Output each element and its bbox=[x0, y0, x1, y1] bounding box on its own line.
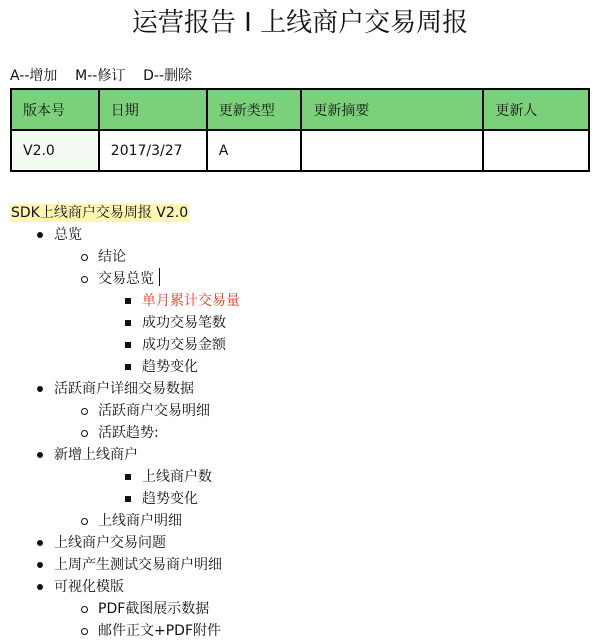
bullet-disc-icon bbox=[37, 452, 43, 458]
bullet-circle-icon bbox=[81, 276, 88, 283]
header-version: 版本号 bbox=[11, 89, 99, 130]
header-updater: 更新人 bbox=[483, 89, 589, 130]
header-update-summary: 更新摘要 bbox=[301, 89, 483, 130]
list-item: 活跃趋势: bbox=[98, 425, 159, 441]
bullet-square-icon bbox=[125, 320, 131, 326]
bullet-circle-icon bbox=[81, 628, 88, 635]
list-item: 邮件正文+PDF附件 bbox=[98, 623, 222, 639]
cell-date[interactable]: 2017/3/27 bbox=[99, 130, 207, 171]
cell-update-type[interactable]: A bbox=[207, 130, 302, 171]
outline-heading: SDK上线商户交易周报 V2.0 bbox=[11, 205, 189, 221]
list-item: 上周产生测试交易商户明细 bbox=[54, 557, 222, 573]
bullet-disc-icon bbox=[37, 562, 43, 568]
list-item: 可视化模版 bbox=[54, 579, 124, 595]
bullet-disc-icon bbox=[37, 540, 43, 546]
bullet-square-icon bbox=[125, 496, 131, 502]
bullet-square-icon bbox=[125, 298, 131, 304]
list-item: 总览 bbox=[54, 227, 82, 243]
bullet-square-icon bbox=[125, 364, 131, 370]
list-item: 单月累计交易量 bbox=[142, 293, 240, 309]
list-item: PDF截图展示数据 bbox=[98, 601, 210, 617]
list-item: 成功交易笔数 bbox=[142, 315, 226, 331]
list-item: 新增上线商户 bbox=[54, 447, 138, 463]
list-item: 活跃商户交易明细 bbox=[98, 403, 210, 419]
header-date: 日期 bbox=[99, 89, 207, 130]
list-item: 交易总览 bbox=[98, 271, 154, 287]
bullet-circle-icon bbox=[81, 408, 88, 415]
document-title: 运营报告 I 上线商户交易周报 bbox=[131, 8, 469, 38]
list-item: 活跃商户详细交易数据 bbox=[54, 381, 194, 397]
bullet-circle-icon bbox=[81, 518, 88, 525]
bullet-square-icon bbox=[125, 474, 131, 480]
list-item: 上线商户交易问题 bbox=[54, 535, 166, 551]
bullet-disc-icon bbox=[37, 584, 43, 590]
bullet-circle-icon bbox=[81, 254, 88, 261]
bullet-square-icon bbox=[125, 342, 131, 348]
bullet-circle-icon bbox=[81, 606, 88, 613]
list-item: 结论 bbox=[98, 249, 126, 265]
list-item: 趋势变化 bbox=[142, 491, 198, 507]
cell-version[interactable]: V2.0 bbox=[11, 130, 99, 171]
bullet-disc-icon bbox=[37, 386, 43, 392]
header-update-type: 更新类型 bbox=[207, 89, 302, 130]
list-item: 上线商户明细 bbox=[98, 513, 182, 529]
bullet-disc-icon bbox=[37, 232, 43, 238]
list-item: 成功交易金额 bbox=[142, 337, 226, 353]
bullet-circle-icon bbox=[81, 430, 88, 437]
text-cursor bbox=[159, 268, 160, 286]
list-item: 上线商户数 bbox=[142, 469, 212, 485]
list-item: 趋势变化 bbox=[142, 359, 198, 375]
update-type-legend: A--增加 M--修订 D--删除 bbox=[10, 68, 193, 84]
